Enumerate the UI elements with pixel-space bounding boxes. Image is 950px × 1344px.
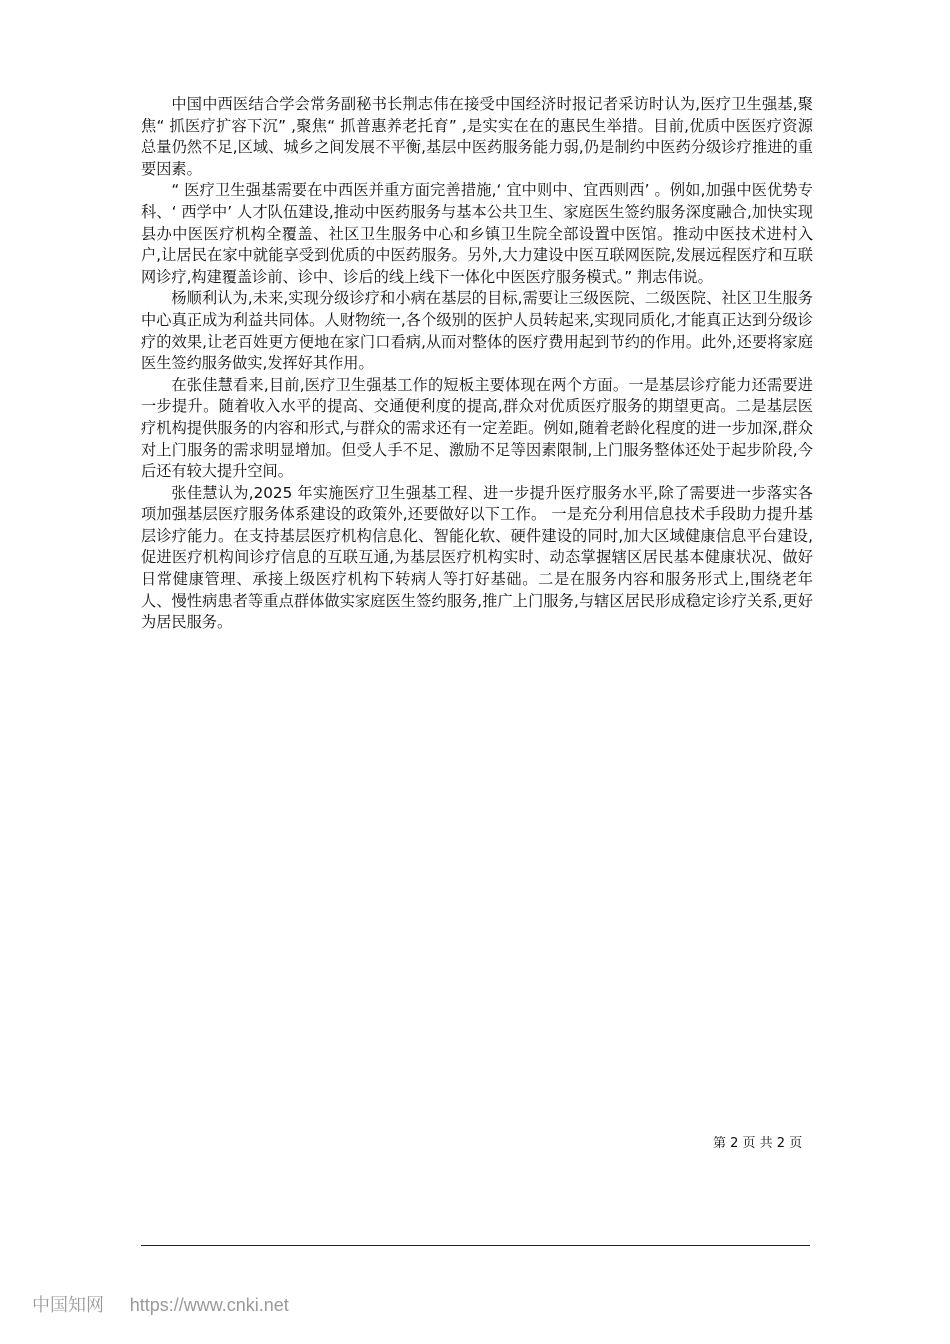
paragraph-5: 张佳慧认为,2025 年实施医疗卫生强基工程、进一步提升医疗服务水平,除了需要进一步落实各项加强基层医疗服务体系建设的政策外,还要做好以下工作。 一是充分利用信息技术手段助力提升基层诊疗能力。在支持基层医疗机构信息化、智能化软、硬件建设的同时,加大区域健康信息平台建设,促进医疗机构间诊疗信息的互联互通,为基层医疗机构实时、动态掌握辖区居民基本健康状况、做好日常健康管理、承接上级医疗机构下转病人等打好基础。二是在服务内容和服务形式上,围绕老年人、慢性病患者等重点群体做实家庭医生签约服务,推广上门服务,与辖区居民形成稳定诊疗关系,更好为居民服务。 bbox=[141, 483, 813, 632]
cnki-watermark bbox=[32, 1294, 289, 1317]
paragraph-2: “ 医疗卫生强基需要在中西医并重方面完善措施,‘ 宜中则中、宜西则西’ 。例如,加强中医优势专科、‘ 西学中’ 人才队伍建设,推动中医药服务与基本公共卫生、家庭医生签约服务深度融合,加快实现县办中医医疗机构全覆盖、社区卫生服务中心和乡镇卫生院全部设置中医馆。推动中医技术进村入户,让居民在家中就能享受到优质的中医药服务。另外,大力建设中医互联网医院,发展远程医疗和互联网诊疗,构建覆盖诊前、诊中、诊后的线上线下一体化中医医疗服务模式。” 荆志伟说。 bbox=[141, 181, 813, 286]
footer-divider bbox=[141, 1245, 810, 1246]
page-number: 第 2 页 共 2 页 bbox=[713, 1136, 803, 1151]
paragraph-1: 中国中西医结合学会常务副秘书长荆志伟在接受中国经济时报记者采访时认为,医疗卫生强基,聚焦“ 抓医疗扩容下沉” ,聚焦“ 抓普惠养老托育” ,是实实在在的惠民生举措。目前,优质中医医疗资源总量仍然不足,区域、城乡之间发展不平衡,基层中医药服务能力弱,仍是制约中医药分级诊疗推进的重要因素。 bbox=[141, 95, 813, 178]
watermark-url: https://www.cnki.net bbox=[129, 1295, 289, 1315]
paragraph-4: 在张佳慧看来,目前,医疗卫生强基工作的短板主要体现在两个方面。一是基层诊疗能力还需要进一步提升。随着收入水平的提高、交通便利度的提高,群众对优质医疗服务的期望更高。二是基层医疗机构提供服务的内容和形式,与群众的需求还有一定差距。例如,随着老龄化程度的进一步加深,群众对上门服务的需求明显增加。但受人手不足、激励不足等因素限制,上门服务整体还处于起步阶段,今后还有较大提升空间。 bbox=[141, 375, 813, 481]
watermark-site-name: 中国知网 bbox=[32, 1295, 104, 1316]
paragraph-3: 杨顺利认为,未来,实现分级诊疗和小病在基层的目标,需要让三级医院、二级医院、社区卫生服务中心真正成为利益共同体。人财物统一,各个级别的医护人员转起来,实现同质化,才能真正达到分级诊疗的效果,让老百姓更方便地在家门口看病,从而对整体的医疗费用起到节约的作用。此外,还要将家庭医生签约服务做实,发挥好其作用。 bbox=[141, 289, 813, 373]
document-body bbox=[141, 94, 813, 634]
